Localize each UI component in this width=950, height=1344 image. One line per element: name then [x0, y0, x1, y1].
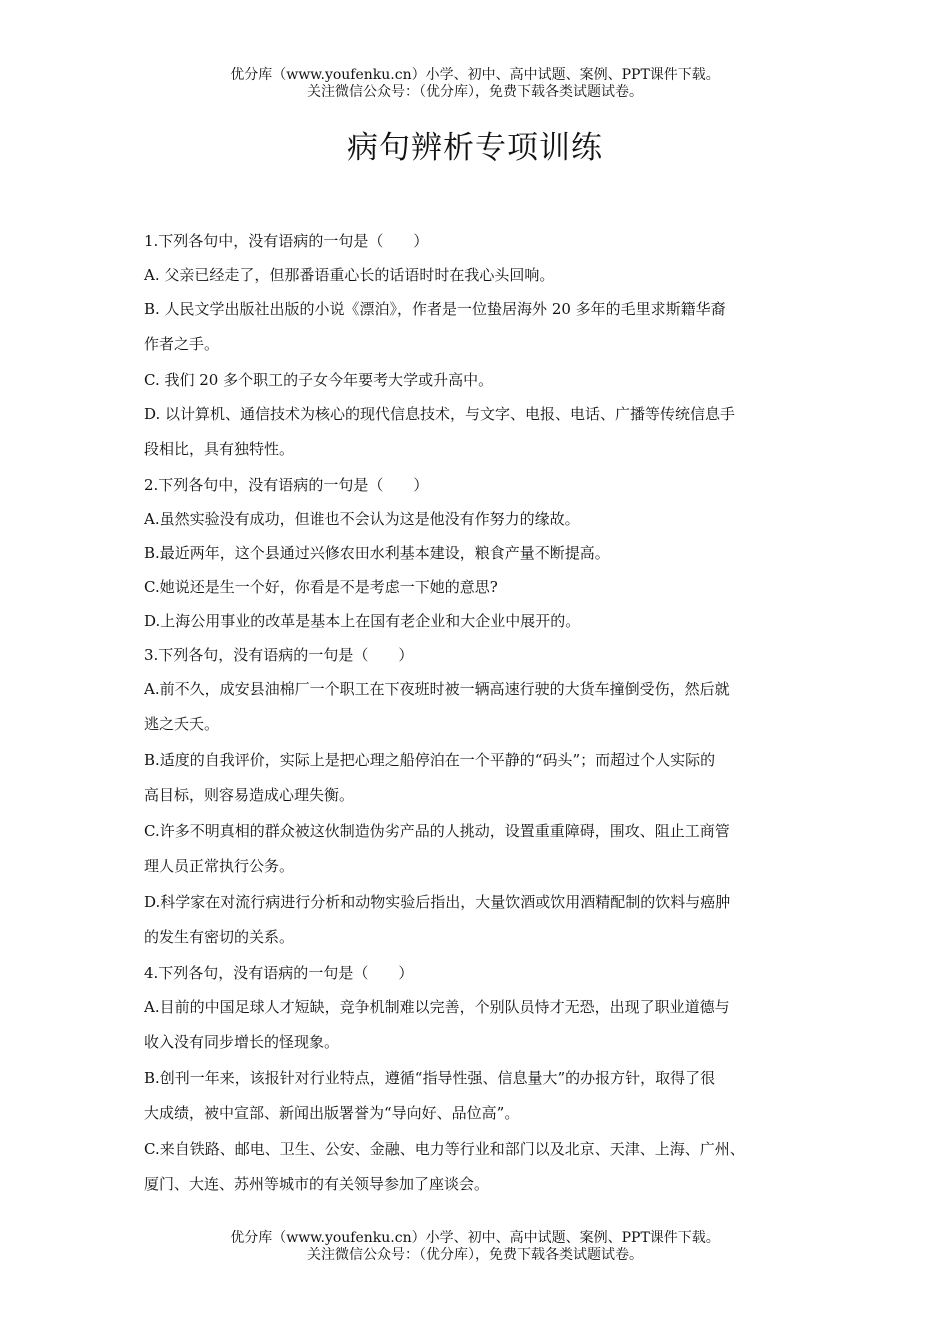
question-4	[144, 956, 824, 1203]
document-title: 病句辨析专项训练	[347, 130, 603, 166]
footer-line-2: 关注微信公众号：（优分库），免费下载各类试题试卷。	[307, 1247, 643, 1263]
option-b: B. 人民文学出版社出版的小说《漂泊》，作者是一位蛰居海外 20 多年的毛里求斯籍华裔	[144, 300, 726, 318]
option-b: B.创刊一年来，该报针对行业特点，遵循“指导性强、信息量大”的办报方针，取得了很	[144, 1069, 716, 1087]
option-c-continuation: 厦门、大连、苏州等城市的有关领导参加了座谈会。	[144, 1175, 490, 1193]
page-footer	[0, 1230, 950, 1264]
option-a: A. 父亲已经走了，但那番语重心长的话语时时在我心头回响。	[144, 266, 555, 284]
option-a-continuation: 收入没有同步增长的怪现象。	[144, 1033, 340, 1051]
header-line-1: 优分库（www.youfenku.cn）小学、初中、高中试题、案例、PPT课件下载。	[230, 67, 720, 83]
question-stem: 3.下列各句，没有语病的一句是（ ）	[144, 646, 414, 664]
question-stem: 2.下列各句中，没有语病的一句是（ ）	[144, 476, 429, 494]
option-c: C. 我们 20 多个职工的子女今年要考大学或升高中。	[144, 371, 494, 389]
option-a: A.目前的中国足球人才短缺，竞争机制难以完善，个别队员恃才无恐，出现了职业道德与	[144, 998, 730, 1016]
option-b: B.适度的自我评价，实际上是把心理之船停泊在一个平静的“码头”；而超过个人实际的	[144, 751, 716, 769]
option-b: B.最近两年，这个县通过兴修农田水利基本建设，粮食产量不断提高。	[144, 544, 610, 562]
question-3	[144, 638, 824, 956]
option-d: D.科学家在对流行病进行分析和动物实验后指出，大量饮酒或饮用酒精配制的饮料与癌肿	[144, 893, 731, 911]
option-a: A.前不久，成安县油棉厂一个职工在下夜班时被一辆高速行驶的大货车撞倒受伤，然后就	[144, 680, 730, 698]
option-c-continuation: 理人员正常执行公务。	[144, 857, 295, 875]
option-d: D. 以计算机、通信技术为核心的现代信息技术，与文字、电报、电话、广播等传统信息手	[144, 405, 736, 423]
question-2	[144, 468, 824, 638]
option-b-continuation: 高目标，则容易造成心理失衡。	[144, 786, 355, 804]
option-a-continuation: 逃之夭夭。	[144, 715, 220, 733]
option-c: C.来自铁路、邮电、卫生、公安、金融、电力等行业和部门以及北京、天津、上海、广州、	[144, 1140, 745, 1158]
page-header	[0, 67, 950, 101]
question-stem: 1.下列各句中，没有语病的一句是（ ）	[144, 232, 429, 250]
header-line-2: 关注微信公众号：（优分库），免费下载各类试题试卷。	[307, 84, 643, 100]
question-1	[144, 224, 824, 468]
option-c: C.许多不明真相的群众被这伙制造伪劣产品的人挑动，设置重重障碍，围攻、阻止工商管	[144, 822, 730, 840]
question-list	[144, 224, 824, 1203]
option-a: A.虽然实验没有成功，但谁也不会认为这是他没有作努力的缘故。	[144, 510, 580, 528]
question-stem: 4.下列各句，没有语病的一句是（ ）	[144, 964, 414, 982]
option-b-continuation: 大成绩，被中宣部、新闻出版署誉为“导向好、品位高”。	[144, 1104, 520, 1122]
option-d-continuation: 的发生有密切的关系。	[144, 928, 295, 946]
option-c: C.她说还是生一个好，你看是不是考虑一下她的意思?	[144, 578, 498, 596]
option-d-continuation: 段相比，具有独特性。	[144, 440, 295, 458]
option-d: D.上海公用事业的改革是基本上在国有老企业和大企业中展开的。	[144, 612, 581, 630]
footer-line-1: 优分库（www.youfenku.cn）小学、初中、高中试题、案例、PPT课件下载。	[230, 1230, 720, 1246]
option-b-continuation: 作者之手。	[144, 335, 220, 353]
